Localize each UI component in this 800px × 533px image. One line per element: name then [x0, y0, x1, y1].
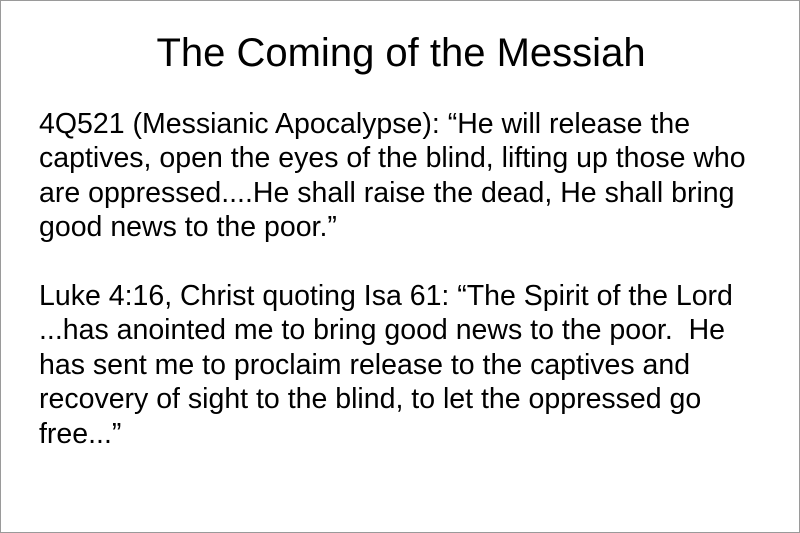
body-paragraph-1: 4Q521 (Messianic Apocalypse): “He will release the captives, open the eyes of the blind, lifting up those who are oppressed....He shall raise the dead, He shall bring good news to the poor.” — [39, 108, 754, 244]
page-title: The Coming of the Messiah — [156, 31, 646, 75]
slide-body — [39, 107, 769, 451]
body-paragraph-2: Luke 4:16, Christ quoting Isa 61: “The Spirit of the Lord ...has anointed me to bring good news to the poor. He has sent me to proclaim release to the captives and recovery of sight to the blind, to let the oppressed go free...” — [39, 279, 741, 450]
paragraph-spacer — [39, 245, 769, 279]
